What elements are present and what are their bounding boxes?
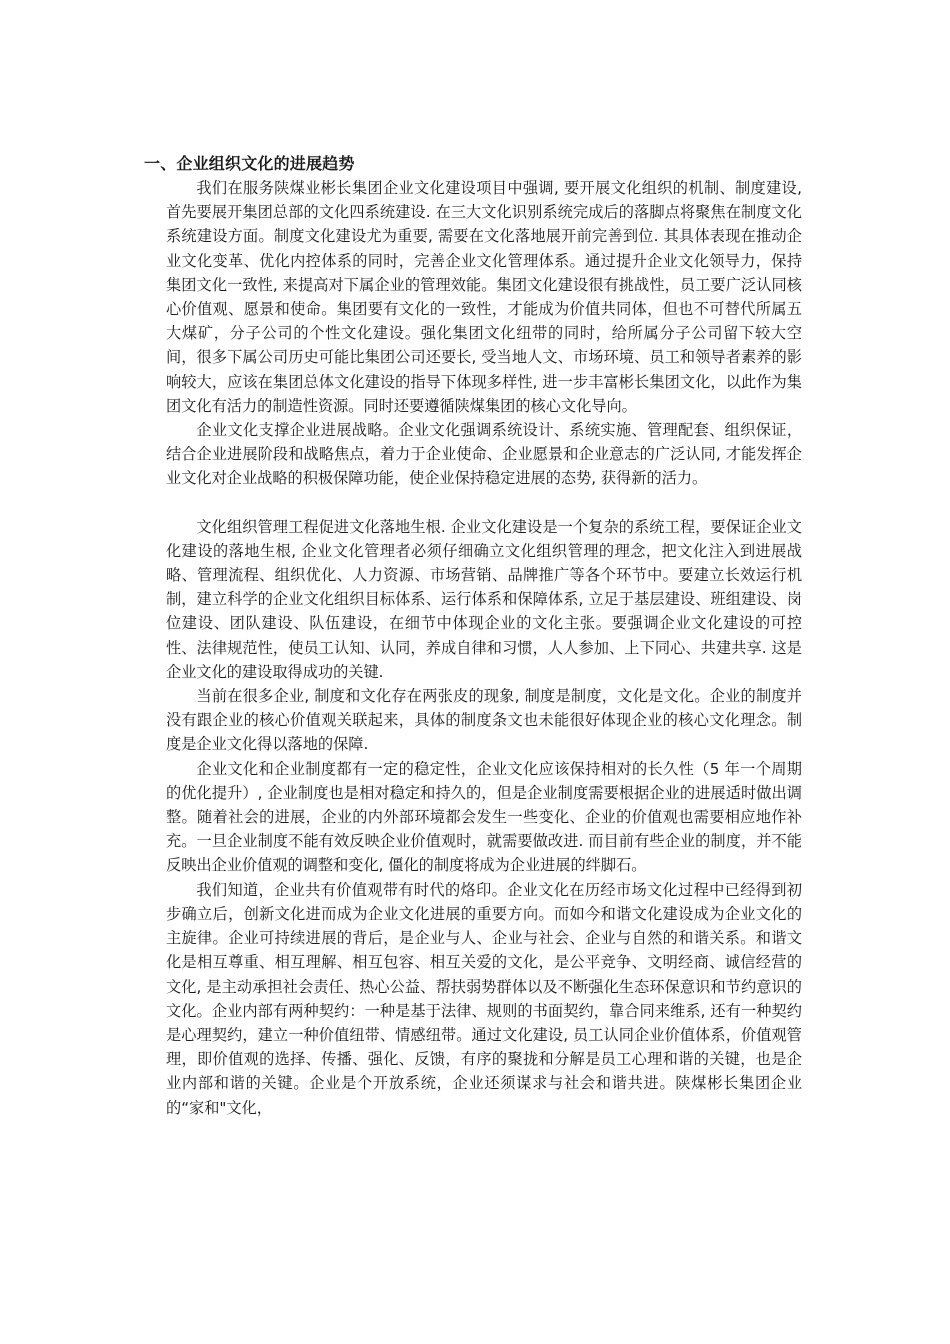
document-body <box>166 176 802 1120</box>
paragraph-6: 我们知道，企业共有价值观带有时代的烙印。企业文化在历经市场文化过程中已经得到初步确立后，创新文化进而成为企业文化进展的重要方向。而如今和谐文化建设成为企业文化的主旋律。企业可持续进展的背后，是企业与人、企业与社会、企业与自然的和谐关系。和谐文化是相互尊重、相互理解、相互包容、相互关爱的文化，是公平竞争、文明经商、诚信经营的文化, 是主动承担社会责任、热心公益、帮扶弱势群体以及不断强化生态环保意识和节约意识的文化。企业内部有两种契约：一种是基于法律、规则的书面契约，靠合同来维系, 还有一种契约是心理契约，建立一种价值纽带、情感纽带。通过文化建设, 员工认同企业价值体系，价值观管理，即价值观的选择、传播、强化、反馈，有序的聚拢和分解是员工心理和谐的关键，也是企业内部和谐的关键。企业是个开放系统，企业还须谋求与社会和谐共进。陕煤彬长集团企业的“家和"文化， <box>166 880 802 1117</box>
blank-line <box>166 491 802 515</box>
paragraph-2: 企业文化支撑企业进展战略。企业文化强调系统设计、系统实施、管理配套、组织保证，结合企业进展阶段和战略焦点，着力于企业使命、企业愿景和企业意志的广泛认同, 才能发挥企业文化对企业战略的积极保障功能，使企业保持稳定进展的态势, 获得新的活力。 <box>166 421 802 488</box>
paragraph-1: 我们在服务陕煤业彬长集团企业文化建设项目中强调, 要开展文化组织的机制、制度建设, 首先要展开集团总部的文化四系统建设. 在三大文化识别系统完成后的落脚点将聚焦在制度文化系统建设方面。制度文化建设尤为重要, 需要在文化落地展开前完善到位. 其具体表现在推动企业文化变革、优化内控体系的同时，完善企业文化管理体系。通过提升企业文化领导力，保持集团文化一致性, 来提高对下属企业的管理效能。集团文化建设很有挑战性，员工要广泛认同核心价值观、愿景和使命。集团要有文化的一致性，才能成为价值共同体，但也不可替代所属五大煤矿，分子公司的个性文化建设。强化集团文化纽带的同时，给所属分子公司留下较大空间，很多下属公司历史可能比集团公司还要长, 受当地人文、市场环境、员工和领导者素养的影响较大，应该在集团总体文化建设的指导下体现多样性, 进一步丰富彬长集团文化，以此作为集团文化有活力的制造性资源。同时还要遵循陕煤集团的核心文化导向。 <box>166 179 802 415</box>
section-heading: 一、企业组织文化的进展趋势 <box>144 154 355 173</box>
paragraph-4: 当前在很多企业, 制度和文化存在两张皮的现象, 制度是制度，文化是文化。企业的制度并没有跟企业的核心价值观关联起来，具体的制度条文也未能很好体现企业的核心文化理念。制度是企业文化得以落地的保障. <box>166 687 802 754</box>
paragraph-5: 企业文化和企业制度都有一定的稳定性，企业文化应该保持相对的长久性（5 年一个周期的优化提升）, 企业制度也是相对稳定和持久的，但是企业制度需要根据企业的进展适时做出调整。随着社会的进展，企业的内外部环境都会发生一些变化、企业的价值观也需要相应地作补充。一旦企业制度不能有效反映企业价值观时，就需要做改进. 而目前有些企业的制度，并不能反映出企业价值观的调整和变化, 僵化的制度将成为企业进展的绊脚石。 <box>166 759 802 875</box>
paragraph-3: 文化组织管理工程促进文化落地生根. 企业文化建设是一个复杂的系统工程，要保证企业文化建设的落地生根, 企业文化管理者必须仔细确立文化组织管理的理念，把文化注入到进展战略、管理流程、组织优化、人力资源、市场营销、品牌推广等各个环节中。要建立长效运行机制，建立科学的企业文化组织目标体系、运行体系和保障体系, 立足于基层建设、班组建设、岗位建设、团队建设、队伍建设，在细节中体现企业的文化主张。要强调企业文化建设的可控性、法律规范性，使员工认知、认同，养成自律和习惯，人人参加、上下同心、共建共享. 这是企业文化的建设取得成功的关键. <box>166 517 802 681</box>
